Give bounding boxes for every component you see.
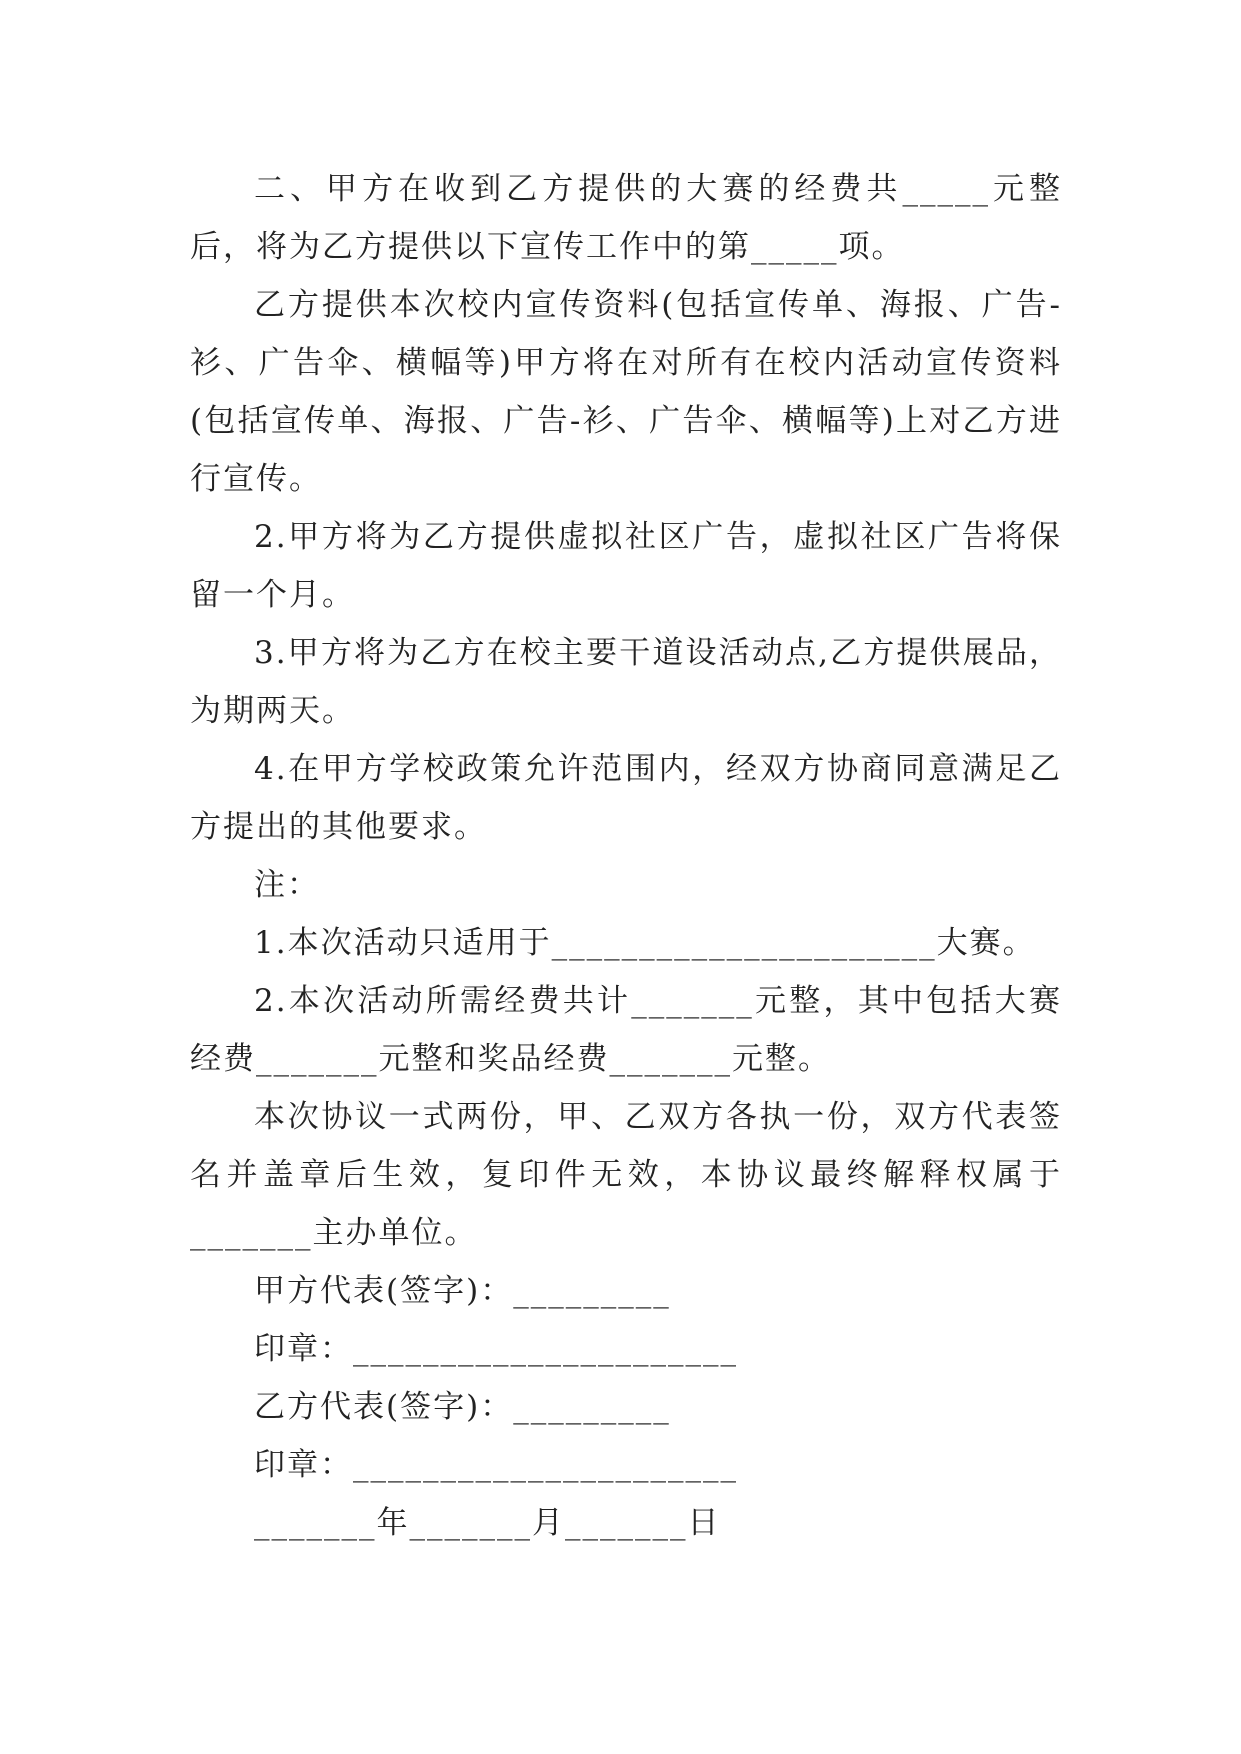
- party-b-seal: 印章：______________________: [254, 1447, 738, 1483]
- note-item-2: 2.本次活动所需经费共计_______元整，其中包括大赛经费_______元整和奖品经费_______元整。: [190, 983, 1062, 1077]
- signing-date: _______年_______月_______日: [254, 1505, 721, 1541]
- paragraph-agreement-terms: 本次协议一式两份，甲、乙双方各执一份，双方代表签名并盖章后生效，复印件无效，本协议最终解释权属于_______主办单位。: [190, 1099, 1062, 1251]
- paragraph-item-3: 3.甲方将为乙方在校主要干道设活动点,乙方提供展品，为期两天。: [190, 635, 1062, 729]
- paragraph-item-4: 4.在甲方学校政策允许范围内，经双方协商同意满足乙方提出的其他要求。: [190, 751, 1062, 845]
- paragraph-funding: 二、甲方在收到乙方提供的大赛的经费共_____元整后，将为乙方提供以下宣传工作中的第_____项。: [190, 171, 1062, 265]
- paragraph-campus-materials: 乙方提供本次校内宣传资料(包括宣传单、海报、广告-衫、广告伞、横幅等)甲方将在对所有在校内活动宣传资料(包括宣传单、海报、广告-衫、广告伞、横幅等)上对乙方进行宣传。: [190, 287, 1062, 497]
- note-item-1: 1.本次活动只适用于______________________大赛。: [254, 925, 1036, 961]
- party-a-representative: 甲方代表(签字)：_________: [254, 1273, 671, 1309]
- document-body: [190, 160, 1062, 1552]
- party-b-representative: 乙方代表(签字)：_________: [254, 1389, 671, 1425]
- note-heading: 注：: [254, 867, 320, 903]
- paragraph-item-2: 2.甲方将为乙方提供虚拟社区广告，虚拟社区广告将保留一个月。: [190, 519, 1062, 613]
- party-a-seal: 印章：______________________: [254, 1331, 738, 1367]
